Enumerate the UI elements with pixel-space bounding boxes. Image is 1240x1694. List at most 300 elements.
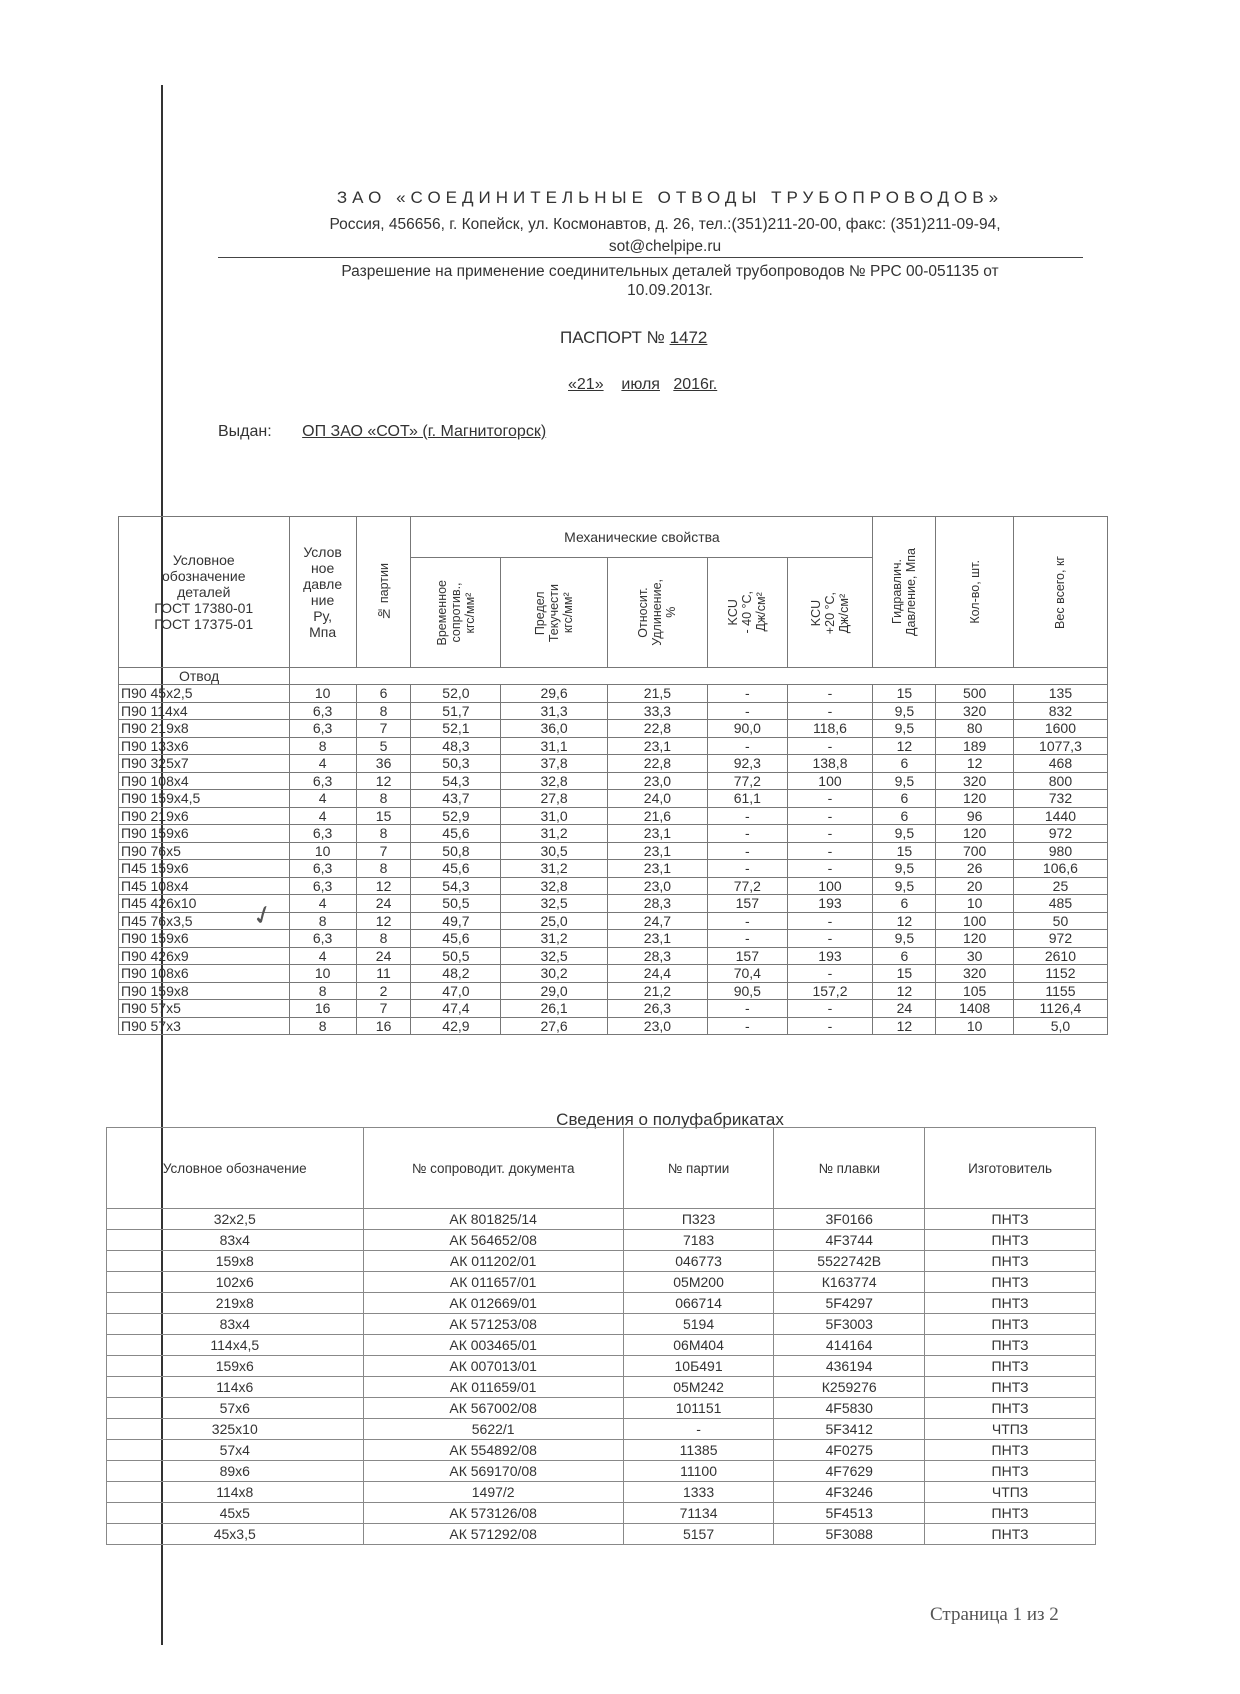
table-cell: 106,6 (1013, 860, 1107, 878)
table-cell: 10 (289, 685, 356, 703)
table-cell: 120 (936, 825, 1014, 843)
table-cell: - (708, 1000, 788, 1018)
table-row (119, 737, 1108, 755)
table-cell: 1155 (1013, 982, 1107, 1000)
table-cell: 77,2 (708, 772, 788, 790)
table-cell: АК 571253/08 (363, 1314, 623, 1335)
table-cell: 70,4 (708, 965, 788, 983)
table-cell: 5522742В (774, 1251, 925, 1272)
table-cell: - (787, 912, 873, 930)
table-cell: 6 (873, 755, 936, 773)
header-line: Дж/см² (754, 592, 769, 633)
table-row (107, 1251, 1096, 1272)
table-cell: 120 (936, 930, 1014, 948)
table-cell: 71134 (623, 1503, 774, 1524)
col-yield-text (533, 584, 575, 642)
table-row (107, 1293, 1096, 1314)
table-row (107, 1524, 1096, 1545)
table-cell: АК 003465/01 (363, 1335, 623, 1356)
table-cell: - (708, 1017, 788, 1035)
table-cell: 45,6 (411, 825, 501, 843)
table-cell: 12 (873, 912, 936, 930)
header-line: Дж/см² (836, 592, 851, 633)
table-cell: П90 57х5 (119, 1000, 290, 1018)
table-cell: - (708, 860, 788, 878)
table-cell: 30 (936, 947, 1014, 965)
table-cell: 31,0 (501, 807, 607, 825)
table-cell: 25 (1013, 877, 1107, 895)
table-cell: 6,3 (289, 825, 356, 843)
header-line: Временное (434, 579, 449, 646)
col-kcu-plus (787, 558, 873, 668)
table-cell: 23,0 (607, 877, 707, 895)
table-cell: АК 573126/08 (363, 1503, 623, 1524)
col-hydro-text (890, 548, 918, 636)
table-row (107, 1230, 1096, 1251)
table-cell: АК 569170/08 (363, 1461, 623, 1482)
table-cell: 4F3246 (774, 1482, 925, 1503)
table-cell: П90 159х8 (119, 982, 290, 1000)
table-cell: 6,3 (289, 877, 356, 895)
table-cell: 25,0 (501, 912, 607, 930)
table-cell: 8 (356, 702, 411, 720)
col-qty-text: Кол-во, шт. (967, 560, 982, 624)
table-cell: К163774 (774, 1272, 925, 1293)
table-cell: 24 (356, 895, 411, 913)
date-month: июля (621, 376, 660, 393)
table-cell: 96 (936, 807, 1014, 825)
table-cell: 1440 (1013, 807, 1107, 825)
table-row (119, 720, 1108, 738)
table-cell: - (787, 965, 873, 983)
table-cell: 32,8 (501, 772, 607, 790)
table-cell: ПНТЗ (925, 1272, 1096, 1293)
table-cell: 10 (936, 1017, 1014, 1035)
col-pressure-text (292, 544, 354, 640)
table-cell: 15 (873, 842, 936, 860)
table-cell: 9,5 (873, 930, 936, 948)
table-cell: П90 426х9 (119, 947, 290, 965)
table-cell: 21,5 (607, 685, 707, 703)
table-cell: 700 (936, 842, 1014, 860)
table-cell: 32,5 (501, 947, 607, 965)
table-cell: 5F3412 (774, 1419, 925, 1440)
table-cell: 23,1 (607, 930, 707, 948)
table-cell: 159х8 (107, 1251, 364, 1272)
table-row (107, 1482, 1096, 1503)
table-cell: 1333 (623, 1482, 774, 1503)
table-cell: 32,8 (501, 877, 607, 895)
table-cell: - (787, 807, 873, 825)
table-cell: 105 (936, 982, 1014, 1000)
table-cell: 4F0275 (774, 1440, 925, 1461)
table-row (119, 772, 1108, 790)
table-cell: 5F3003 (774, 1314, 925, 1335)
table-cell: 5 (356, 737, 411, 755)
header-line: - 40 °С, (740, 591, 755, 634)
table-cell: 10 (289, 842, 356, 860)
table-cell: ПНТЗ (925, 1314, 1096, 1335)
table-cell: 114х6 (107, 1377, 364, 1398)
table-cell: 27,6 (501, 1017, 607, 1035)
table-cell: 16 (356, 1017, 411, 1035)
table-cell: 10Б491 (623, 1356, 774, 1377)
table-cell: 7 (356, 1000, 411, 1018)
table-cell: 436194 (774, 1356, 925, 1377)
table-row (119, 685, 1108, 703)
table-cell: 414164 (774, 1335, 925, 1356)
table-cell: 12 (356, 912, 411, 930)
table-cell: 4 (289, 807, 356, 825)
table-cell: 485 (1013, 895, 1107, 913)
table-cell: 90,0 (708, 720, 788, 738)
table-cell: 2 (356, 982, 411, 1000)
table-cell: 31,1 (501, 737, 607, 755)
address-line: Россия, 456656, г. Копейск, ул. Космонавтов, д. 26, тел.:(351)211-20-00, факс: (351)211-09-94, (329, 216, 1001, 233)
table-cell: ПНТЗ (925, 1524, 1096, 1545)
table-row (107, 1209, 1096, 1230)
table-cell: 50,3 (411, 755, 501, 773)
col-tensile (411, 558, 501, 668)
table-cell: АК 801825/14 (363, 1209, 623, 1230)
table-cell: - (623, 1419, 774, 1440)
table-cell: ЧТПЗ (925, 1419, 1096, 1440)
table-cell: 28,3 (607, 947, 707, 965)
table-cell: 57х4 (107, 1440, 364, 1461)
table-row (119, 1017, 1108, 1035)
table-cell: ПНТЗ (925, 1461, 1096, 1482)
table-cell: 90,5 (708, 982, 788, 1000)
table-cell: 15 (356, 807, 411, 825)
table-cell: П90 159х6 (119, 930, 290, 948)
table-cell: 5622/1 (363, 1419, 623, 1440)
table-cell: 52,1 (411, 720, 501, 738)
semi-table-body (107, 1209, 1096, 1545)
table-cell: АК 554892/08 (363, 1440, 623, 1461)
header-line: давле (303, 576, 343, 592)
table-cell: - (708, 685, 788, 703)
table-cell: 4 (289, 790, 356, 808)
table-cell: 100 (787, 877, 873, 895)
table-cell: 8 (289, 737, 356, 755)
table-cell: 22,8 (607, 755, 707, 773)
table-cell: 6,3 (289, 772, 356, 790)
table-row (119, 860, 1108, 878)
table-cell: 5157 (623, 1524, 774, 1545)
table-cell: 23,1 (607, 842, 707, 860)
table-cell: 1497/2 (363, 1482, 623, 1503)
col-weight-text: Вес всего, кг (1053, 555, 1068, 629)
table-cell: 972 (1013, 930, 1107, 948)
table-cell: 48,2 (411, 965, 501, 983)
table-cell: 50,8 (411, 842, 501, 860)
col-qty (936, 517, 1014, 668)
table-row (119, 982, 1108, 1000)
table-row (107, 1419, 1096, 1440)
table-cell: 11385 (623, 1440, 774, 1461)
table-cell: 12 (936, 755, 1014, 773)
table-cell: 21,2 (607, 982, 707, 1000)
table-cell: 102х6 (107, 1272, 364, 1293)
table-cell: ПНТЗ (925, 1377, 1096, 1398)
table-cell: 5F3088 (774, 1524, 925, 1545)
table-cell: 066714 (623, 1293, 774, 1314)
table-cell: 157,2 (787, 982, 873, 1000)
table-cell: П90 133х6 (119, 737, 290, 755)
header-line: ние (310, 592, 335, 608)
table-cell: 06М404 (623, 1335, 774, 1356)
table-cell: 6,3 (289, 720, 356, 738)
table-cell: 05М200 (623, 1272, 774, 1293)
table-cell: 26 (936, 860, 1014, 878)
header-line: KCU (726, 599, 741, 626)
table-cell: 157 (708, 947, 788, 965)
table-cell: 32,5 (501, 895, 607, 913)
table-cell: 23,1 (607, 737, 707, 755)
table-cell: ПНТЗ (925, 1356, 1096, 1377)
table-cell: ПНТЗ (925, 1230, 1096, 1251)
table-cell: 50,5 (411, 947, 501, 965)
table-row (107, 1503, 1096, 1524)
table-cell: 100 (787, 772, 873, 790)
table-cell: 37,8 (501, 755, 607, 773)
table-cell: 12 (873, 737, 936, 755)
col-kcu-minus (708, 558, 788, 668)
table-cell: - (787, 860, 873, 878)
table-cell: ПНТЗ (925, 1440, 1096, 1461)
passport-label: ПАСПОРТ № (560, 328, 665, 347)
table-cell: 83х4 (107, 1314, 364, 1335)
table-cell: 9,5 (873, 772, 936, 790)
table-cell: 100 (936, 912, 1014, 930)
table-cell: - (787, 842, 873, 860)
table-row (119, 965, 1108, 983)
table-row (119, 755, 1108, 773)
table-cell: 48,3 (411, 737, 501, 755)
table-cell: 31,2 (501, 930, 607, 948)
table-cell: 2610 (1013, 947, 1107, 965)
table-cell: 138,8 (787, 755, 873, 773)
table-cell: 135 (1013, 685, 1107, 703)
header-line: Удлинение, (650, 579, 665, 646)
table-cell: - (787, 685, 873, 703)
semi-products-title: Сведения о полуфабрикатах (556, 1110, 784, 1129)
date-year: 2016г. (673, 376, 718, 393)
table-cell: 12 (873, 1017, 936, 1035)
semi-products-table (106, 1127, 1096, 1545)
table-cell: АК 007013/01 (363, 1356, 623, 1377)
table-cell: 193 (787, 947, 873, 965)
table-cell: 45х3,5 (107, 1524, 364, 1545)
table-cell: АК 564652/08 (363, 1230, 623, 1251)
table-row (107, 1356, 1096, 1377)
table-cell: - (787, 825, 873, 843)
table-cell: 1600 (1013, 720, 1107, 738)
header-line: ГОСТ 17375-01 (154, 616, 254, 632)
main-table-body (119, 685, 1108, 1035)
table-cell: 52,0 (411, 685, 501, 703)
table-cell: 5F4297 (774, 1293, 925, 1314)
permit-text (250, 262, 1090, 300)
semi-col-manufacturer: Изготовитель (925, 1128, 1096, 1209)
table-cell: 42,9 (411, 1017, 501, 1035)
mechanical-properties-table (118, 516, 1108, 1035)
table-cell: - (708, 912, 788, 930)
table-cell: 980 (1013, 842, 1107, 860)
header-line: +20 °С, (822, 591, 837, 634)
table-cell: 05М242 (623, 1377, 774, 1398)
table-cell: П90 219х6 (119, 807, 290, 825)
table-cell: 16 (289, 1000, 356, 1018)
mech-header: Механические свойства (411, 517, 873, 558)
table-cell: - (787, 1017, 873, 1035)
table-cell: - (708, 825, 788, 843)
table-cell: К259276 (774, 1377, 925, 1398)
table-cell: 31,2 (501, 860, 607, 878)
header-line: % (664, 607, 679, 619)
table-cell: 189 (936, 737, 1014, 755)
table-row (107, 1440, 1096, 1461)
col-batch-text: № партии (376, 563, 391, 621)
table-cell: 36,0 (501, 720, 607, 738)
col-kcu-minus-text (726, 591, 768, 634)
table-row (107, 1377, 1096, 1398)
table-cell: 33,3 (607, 702, 707, 720)
table-cell: 24 (873, 1000, 936, 1018)
table-cell: 22,8 (607, 720, 707, 738)
col-pressure (289, 517, 356, 668)
table-cell: 1077,3 (1013, 737, 1107, 755)
table-cell: 49,7 (411, 912, 501, 930)
table-cell: 80 (936, 720, 1014, 738)
table-cell: 10 (936, 895, 1014, 913)
table-cell: П90 159х6 (119, 825, 290, 843)
table-cell: - (787, 1000, 873, 1018)
table-cell: АК 012669/01 (363, 1293, 623, 1314)
semi-col-designation: Условное обозначение (107, 1128, 364, 1209)
semi-col-document: № сопроводит. документа (363, 1128, 623, 1209)
table-cell: 45х5 (107, 1503, 364, 1524)
col-designation (119, 517, 290, 668)
table-cell: 5,0 (1013, 1017, 1107, 1035)
table-row (107, 1314, 1096, 1335)
table-cell: 6,3 (289, 930, 356, 948)
table-cell: 1126,4 (1013, 1000, 1107, 1018)
table-cell: 51,7 (411, 702, 501, 720)
table-cell: 83х4 (107, 1230, 364, 1251)
table-cell: П90 45х2,5 (119, 685, 290, 703)
table-cell: 8 (356, 790, 411, 808)
table-cell: - (787, 930, 873, 948)
table-cell: ПНТЗ (925, 1398, 1096, 1419)
table-row (119, 825, 1108, 843)
table-cell: 61,1 (708, 790, 788, 808)
table-cell: ПНТЗ (925, 1251, 1096, 1272)
table-row (107, 1272, 1096, 1293)
table-row (119, 947, 1108, 965)
table-cell: 8 (289, 912, 356, 930)
table-cell: 50 (1013, 912, 1107, 930)
table-cell: 92,3 (708, 755, 788, 773)
table-cell: 15 (873, 685, 936, 703)
table-cell: 23,1 (607, 825, 707, 843)
header-line: ГОСТ 17380-01 (154, 600, 254, 616)
table-cell: АК 011659/01 (363, 1377, 623, 1398)
table-cell: 6,3 (289, 860, 356, 878)
col-elong-text (636, 579, 678, 646)
col-batch (356, 517, 411, 668)
table-row (107, 1398, 1096, 1419)
passport-title (560, 328, 707, 348)
table-cell: 54,3 (411, 772, 501, 790)
table-row (107, 1335, 1096, 1356)
table-cell: 31,2 (501, 825, 607, 843)
table-cell: АК 011657/01 (363, 1272, 623, 1293)
table-cell: - (787, 702, 873, 720)
table-cell: 57х6 (107, 1398, 364, 1419)
table-cell: 26,1 (501, 1000, 607, 1018)
table-cell: - (708, 842, 788, 860)
header-line: Текучести (547, 583, 562, 642)
table-cell: 54,3 (411, 877, 501, 895)
header-line: Гидравлич. (890, 559, 905, 625)
table-cell: 47,0 (411, 982, 501, 1000)
table-cell: 468 (1013, 755, 1107, 773)
table-cell: 24,7 (607, 912, 707, 930)
table-cell: П90 159х4,5 (119, 790, 290, 808)
table-cell: 23,1 (607, 860, 707, 878)
table-row (107, 1461, 1096, 1482)
issued-label: Выдан: (218, 423, 272, 440)
table-cell: 6 (356, 685, 411, 703)
table-cell: 45,6 (411, 930, 501, 948)
issued-line (218, 423, 546, 441)
table-cell: 6 (873, 790, 936, 808)
permit-line-1: Разрешение на применение соединительных деталей трубопроводов № РРС 00-051135 от (341, 263, 999, 280)
table-cell: 101151 (623, 1398, 774, 1419)
table-cell: АК 567002/08 (363, 1398, 623, 1419)
header-line: Давление, Мпа (904, 548, 919, 636)
header-line: KCU (808, 599, 823, 626)
semi-col-batch: № партии (623, 1128, 774, 1209)
table-cell: 120 (936, 790, 1014, 808)
table-cell: 9,5 (873, 825, 936, 843)
table-cell: 972 (1013, 825, 1107, 843)
passport-number: 1472 (669, 328, 708, 347)
table-cell: 320 (936, 702, 1014, 720)
header-line: Услов (303, 544, 342, 560)
table-cell: 29,0 (501, 982, 607, 1000)
table-cell: 8 (356, 930, 411, 948)
table-cell: П45 159х6 (119, 860, 290, 878)
table-cell: 8 (356, 860, 411, 878)
issued-to: ОП ЗАО «СОТ» (г. Магнитогорск) (302, 423, 547, 440)
email: sot@chelpipe.ru (608, 238, 722, 255)
table-cell: - (708, 737, 788, 755)
table-cell: 800 (1013, 772, 1107, 790)
header-line: ное (310, 560, 335, 576)
table-cell: 12 (873, 982, 936, 1000)
table-cell: 24 (356, 947, 411, 965)
table-cell: П90 76х5 (119, 842, 290, 860)
header-line: Ру, (313, 608, 333, 624)
table-row (119, 877, 1108, 895)
table-cell: 5F4513 (774, 1503, 925, 1524)
table-cell: ПНТЗ (925, 1503, 1096, 1524)
table-cell: 47,4 (411, 1000, 501, 1018)
header-line: деталей (177, 584, 231, 600)
table-cell: 52,9 (411, 807, 501, 825)
